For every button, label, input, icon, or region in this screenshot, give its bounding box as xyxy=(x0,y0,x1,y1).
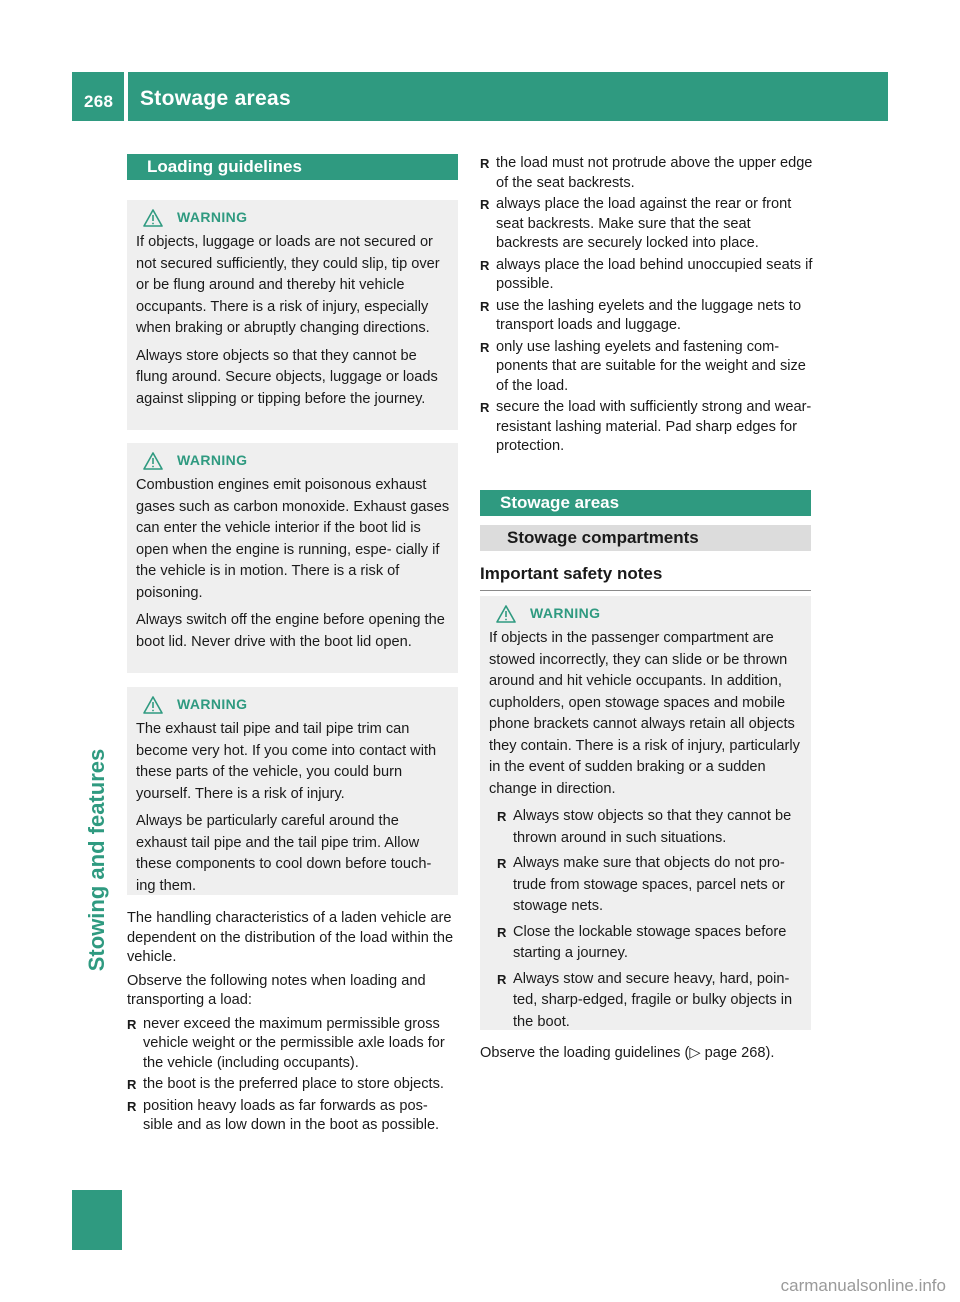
list-item: R never exceed the maximum permissible gross vehicle weight or the permissible axle loads for the vehicle (including occupants). xyxy=(127,1015,461,1074)
warning-text: If objects, luggage or loads are not secured or not secured sufficiently, they could slip, tip over or be flung around and thereby hit vehicle occupants. There is a risk of injury, especially when braking or abruptly changing directions. xyxy=(136,234,440,336)
warning-triangle-icon xyxy=(143,696,163,714)
warning-bullet-list xyxy=(497,806,803,1033)
list-item: R Always stow and secure heavy, hard, poin- ted, sharp-edged, fragile or bulky objects in the boot. xyxy=(497,969,803,1034)
warning-box-4 xyxy=(480,596,811,1030)
list-item: R always place the load behind unoccupied seats if possible. xyxy=(480,256,814,295)
warning-header xyxy=(136,693,450,717)
list-item: R the load must not protrude above the upper edge of the seat backrests. xyxy=(480,154,814,193)
warning-triangle-icon xyxy=(143,452,163,470)
warning-text: Always be particularly careful around the exhaust tail pipe and the tail pipe trim. Allow these components to cool down before touch- ing them. xyxy=(136,813,432,894)
list-item: R always place the load against the rear or front seat backrests. Make sure that the seat backrests are securely locked into place. xyxy=(480,195,814,254)
list-item: R the boot is the preferred place to store objects. xyxy=(127,1075,461,1095)
warning-header xyxy=(136,206,450,230)
header-divider xyxy=(124,72,128,121)
warning-header xyxy=(489,602,803,626)
warning-box-1 xyxy=(127,200,458,430)
warning-text: If objects in the passenger compartment are stowed incorrectly, they can slide or be thrown around and hit vehicle occupants. In addition, cupholders, open stowage spaces and mobile phone brackets cannot always retain all objects they contain. There is a risk of injury, particularly in the event of sudden braking or a sudden change in direction. xyxy=(489,630,800,797)
list-item: R use the lashing eyelets and the luggage nets to transport loads and luggage. xyxy=(480,297,814,336)
warning-triangle-icon xyxy=(143,209,163,227)
side-tab-marker xyxy=(72,1190,122,1250)
warning-text: The exhaust tail pipe and tail pipe trim can become very hot. If you come into contact with these parts of the vehicle, you could burn yourself. There is a risk of injury. xyxy=(136,721,437,802)
warning-header xyxy=(136,449,450,473)
warning-title: WARNING xyxy=(177,452,248,469)
section-title-loading-guidelines: Loading guidelines xyxy=(127,154,458,180)
page-ref-arrow-icon: ▷ xyxy=(689,1045,701,1061)
warning-title: WARNING xyxy=(177,696,248,713)
page-number: 268 xyxy=(84,92,114,111)
chapter-title: Stowage areas xyxy=(140,87,291,110)
warning-text: Always store objects so that they cannot be flung around. Secure objects, luggage or loads against slipping or tipping before the journey. xyxy=(136,347,438,407)
loading-bullet-list xyxy=(127,1015,461,1136)
observe-guidelines-text xyxy=(480,1044,814,1064)
watermark: carmanualsonline.info xyxy=(780,1276,946,1295)
list-item: R Always stow objects so that they cannot be thrown around in such situations. xyxy=(497,806,803,849)
observe-text: Observe the loading guidelines ( xyxy=(480,1045,690,1061)
body-paragraph: Observe the following notes when loading and transporting a load: xyxy=(127,972,426,1008)
warning-triangle-icon xyxy=(496,605,516,623)
warning-box-2 xyxy=(127,443,458,673)
page-header xyxy=(72,72,888,121)
list-item: R Close the lockable stowage spaces before starting a journey. xyxy=(497,922,803,965)
warning-text: Always switch off the engine before opening the boot lid. Never drive with the boot lid open. xyxy=(136,612,445,650)
loading-body-text xyxy=(127,909,461,1138)
page-reference-link[interactable]: page 268). xyxy=(700,1045,775,1061)
heading-important-safety-notes: Important safety notes xyxy=(480,564,811,591)
warning-box-3 xyxy=(127,687,458,895)
warning-title: WARNING xyxy=(530,605,601,622)
list-item: R position heavy loads as far forwards as pos- sible and as low down in the boot as possible. xyxy=(127,1097,461,1136)
body-paragraph: The handling characteristics of a laden vehicle are dependent on the distribution of the load within the vehicle. xyxy=(127,910,454,965)
section-title-stowage-areas: Stowage areas xyxy=(480,490,811,516)
subsection-title-stowage-compartments: Stowage compartments xyxy=(480,525,811,551)
loading-bullet-list-continued xyxy=(480,154,814,459)
list-item: R Always make sure that objects do not pro- trude from stowage spaces, parcel nets or stowage nets. xyxy=(497,853,803,918)
warning-text: Combustion engines emit poisonous exhaust gases such as carbon monoxide. Exhaust gases can enter the vehicle interior if the boot lid is open when the engine is running, espe- cially if the vehicle is in motion. There is a risk of poisoning. xyxy=(136,477,450,601)
list-item: R only use lashing eyelets and fastening com- ponents that are suitable for the weight and size of the load. xyxy=(480,338,814,397)
warning-title: WARNING xyxy=(177,209,248,226)
list-item: R secure the load with sufficiently strong and wear-resistant lashing material. Pad sharp edges for protection. xyxy=(480,398,814,457)
side-chapter-label: Stowing and features xyxy=(84,748,109,972)
